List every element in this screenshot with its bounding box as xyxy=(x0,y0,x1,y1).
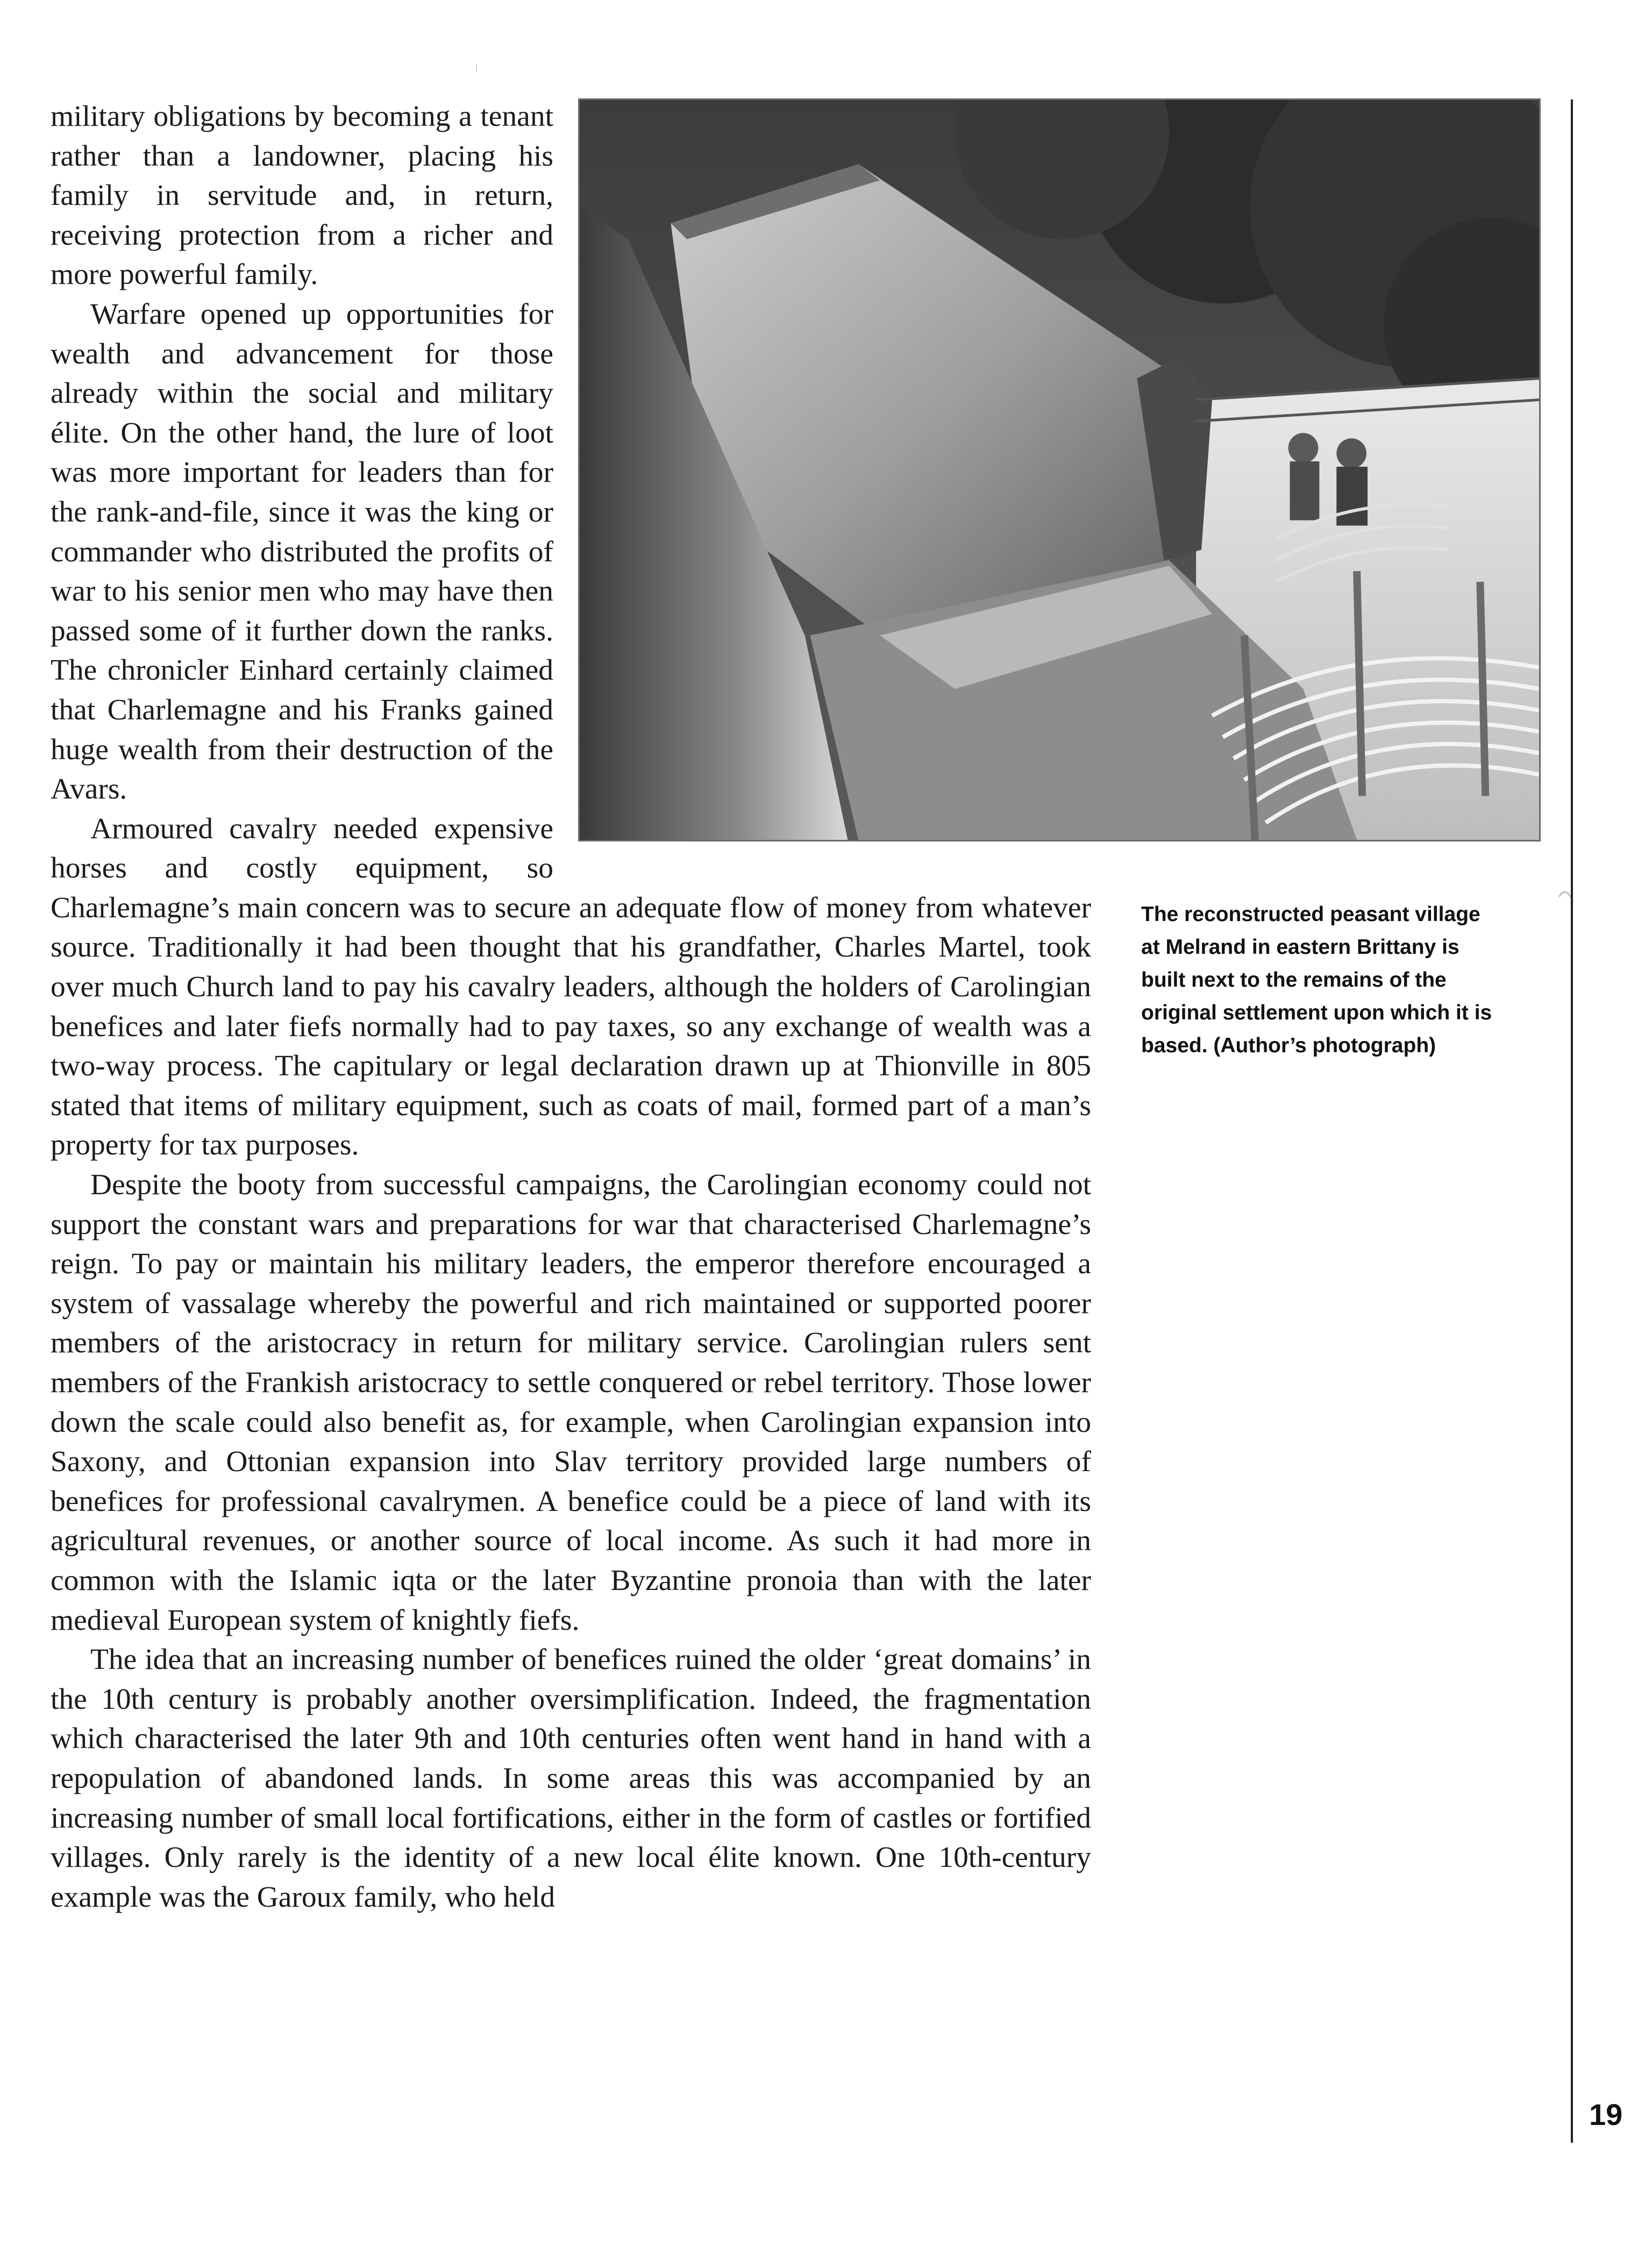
scan-mark xyxy=(476,65,477,72)
paragraph: Armoured cavalry needed expensive horses and costly equipment, so Charlemagne’s main concern was to secure an adequate flow of money from whatever source. Traditionally it had been thought that his grandfather, Charles Martel, took over much Church land to pay his cavalry leaders, although the holders of Carolingian benefices and later fiefs normally had to pay taxes, so any exchange of wealth was a two-way process. The capitulary or legal declaration drawn up at Thionville in 805 stated that items of military equipment, such as coats of mail, formed part of a man’s property for tax purposes. xyxy=(51,812,1091,1162)
photo-caption: The reconstructed peasant village at Melrand in eastern Brittany is built next to the remains of the original settlement upon which it is based. (Author’s photograph) xyxy=(1141,903,1492,1057)
page-number: 19 xyxy=(1589,2098,1623,2131)
paragraph: Warfare opened up opportunities for wealth and advancement for those already within the social and military élite. On the other hand, the lure of loot was more important for leaders than for the rank-and-file, since it was the king or commander who distributed the profits of war to his senior men who may have then passed some of it further down the ranks. The chronicler Einhard certainly claimed that Charlemagne and his Franks gained huge wealth from their destruction of the Avars. xyxy=(51,297,553,806)
paragraph: Despite the booty from successful campaigns, the Carolingian economy could not support the constant wars and preparations for war that characterised Charlemagne’s reign. To pay or maintain his military leaders, the emperor therefore encouraged a system of vassalage whereby the powerful and rich maintained or supported poorer members of the aristocracy in return for military service. Carolingian rulers sent members of the Frankish aristocracy to settle conquered or rebel territory. Those lower down the scale could also benefit as, for example, when Carolingian expansion into Saxony, and Ottonian expansion into Slav territory provided large numbers of benefices for professional cavalrymen. A benefice could be a piece of land with its agricultural revenues, or another source of local income. As such it had more in common with the Islamic iqta or the later Byzantine pronoia than with the later medieval European system of knightly fiefs. xyxy=(51,1168,1091,1637)
body-text xyxy=(51,97,1091,1917)
photo-text-wrap-space xyxy=(553,97,1091,887)
paragraph: military obligations by becoming a tenant rather than a landowner, placing his family in servitude and, in return, receiving protection from a richer and more powerful family. xyxy=(51,100,553,291)
margin-rule xyxy=(1571,99,1573,2143)
paragraph: The idea that an increasing number of benefices ruined the older ‘great domains’ in the 10th century is probably another oversimplification. Indeed, the fragmentation which characterised the later 9th and 10th centuries often went hand in hand with a repopulation of abandoned lands. In some areas this was accompanied by an increasing number of small local fortifications, either in the form of castles or fortified villages. Only rarely is the identity of a new local élite known. One 10th-century example was the Garoux family, who held xyxy=(51,1643,1091,1914)
